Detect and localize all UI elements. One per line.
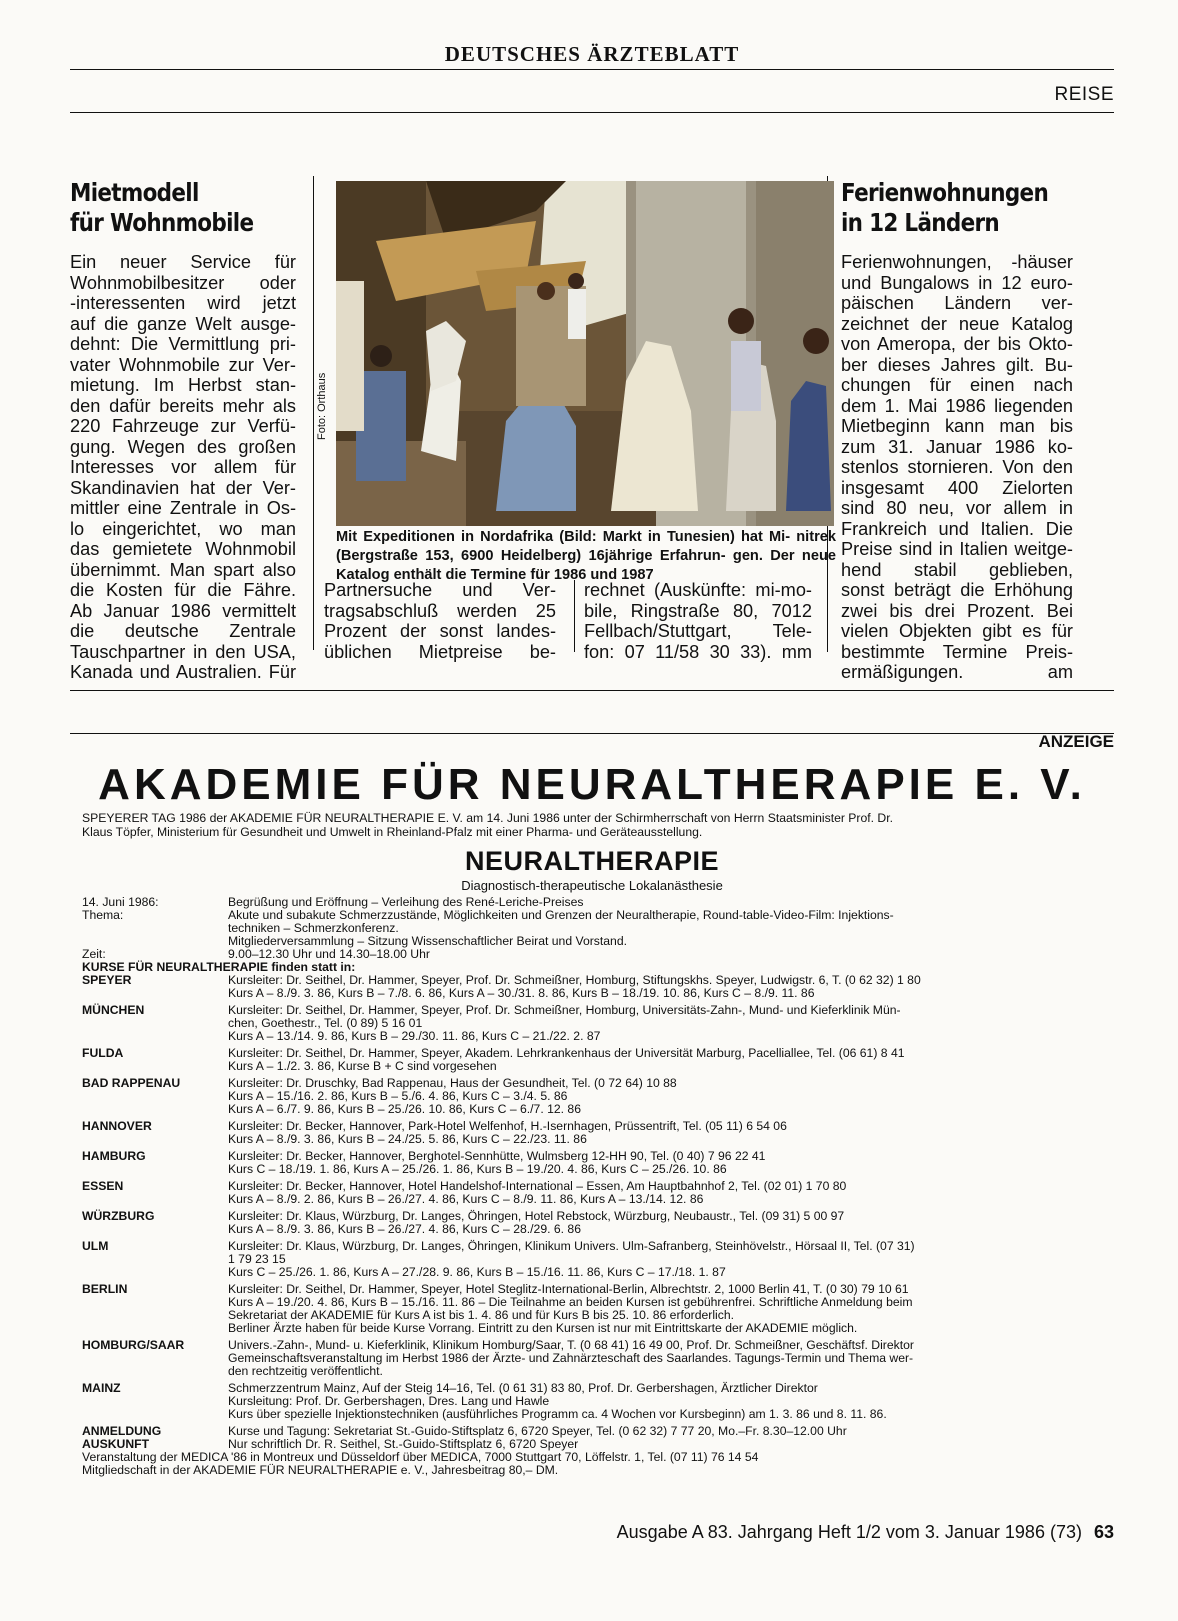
text-line: Kursleiter: Dr. Seithel, Dr. Hammer, Speyer, Akadem. Lehrkrankenhaus der Universität Marburg, Pacelliallee, Tel. (06 61) 8 41 <box>228 1046 905 1060</box>
photo-credit: Foto: Orthaus <box>316 372 328 440</box>
right-article-headline: Ferienwohnungen in 12 Ländern <box>841 178 1049 237</box>
text-line: dem 1. Mai 1986 liegenden <box>841 395 1073 416</box>
text-line: Kurs C – 18./19. 1. 86, Kurs A – 25./26. 1. 86, Kurs B – 19./20. 4. 86, Kurs C – 25./26. 10. 86 <box>228 1162 727 1176</box>
course-city: SPEYER <box>82 973 132 987</box>
course-row <box>82 1210 1112 1236</box>
text-line: Mitgliederversammlung – Sitzung Wissenschaftlicher Beirat und Vorstand. <box>228 934 627 948</box>
course-details <box>228 1150 1112 1176</box>
text-line: Skandinavien hat der Ver- <box>70 477 296 498</box>
text-line: insgesamt 400 Zielorten <box>841 477 1073 498</box>
course-city: FULDA <box>82 1046 124 1060</box>
text-line: Fellbach/Stuttgart, Tele- <box>584 621 812 641</box>
course-details <box>228 1180 1112 1206</box>
photo-caption: Mit Expeditionen in Nordafrika (Bild: Markt in Tunesien) hat Mi- nitrek (Bergstraße 153, 6900 Heidelberg) 16jährige Erfahrun- gen. Der neue Katalog enthält die Termine für 1986 und 1987 <box>336 529 836 583</box>
program-label: Zeit: <box>82 947 106 961</box>
text-line: techniken – Schmerzkonferenz. <box>228 921 399 935</box>
text-line: vater Wohnmobile zur Ver- <box>70 354 296 375</box>
course-city: BAD RAPPENAU <box>82 1076 181 1090</box>
text-line: Kursleiter: Dr. Seithel, Dr. Hammer, Speyer, Prof. Dr. Schmeißner, Homburg, Universitäts-Zahn-, Mund- und Kieferklinik Mün- <box>228 1003 901 1017</box>
text-line: Kurs A – 8./9. 2. 86, Kurs B – 26./27. 4. 86, Kurs C – 8./9. 11. 86, Kurs A – 13./14. 12. 86 <box>228 1192 704 1206</box>
course-row <box>82 1077 1112 1116</box>
column-divider <box>313 176 314 650</box>
program-label: 14. Juni 1986: <box>82 895 159 909</box>
course-city: ULM <box>82 1239 109 1253</box>
course-row <box>82 1120 1112 1146</box>
text-line: Mietbeginn kann man bis <box>841 416 1073 436</box>
ad-subsubtitle: Diagnostisch-therapeutische Lokalanästhesie <box>461 878 723 893</box>
text-line: Akute und subakute Schmerzzustände, Möglichkeiten und Grenzen der Neuraltherapie, Round-table-Video-Film: Injektions- <box>228 908 894 922</box>
course-row <box>82 1180 1112 1206</box>
text-line: zeichnet der neue Katalog <box>841 313 1073 334</box>
text-line: die deutsche Zentrale <box>70 621 296 641</box>
text-line: ber dieses Jahres gilt. Bu- <box>841 354 1073 375</box>
course-details <box>228 1210 1112 1236</box>
course-details <box>228 1004 1112 1043</box>
text-line: 220 Fahrzeuge zur Verfü- <box>70 416 296 436</box>
text-line: Kurse und Tagung: Sekretariat St.-Guido-Stiftsplatz 6, 6720 Speyer, Tel. (0 62 32) 7 77 20, Mo.–Fr. 8.30–12.00 Uhr <box>228 1424 847 1438</box>
course-row <box>82 1382 1112 1421</box>
text-line: Kursleiter: Dr. Seithel, Dr. Hammer, Speyer, Hotel Steglitz-International-Berlin, Albrechtstr. 2, 1000 Berlin 41, T. (0 30) 79 10 61 <box>228 1282 909 1296</box>
text-line: Kurs A – 15./16. 2. 86, Kurs B – 5./6. 4. 86, Kurs C – 3./4. 5. 86 <box>228 1089 568 1103</box>
section-label: REISE <box>1054 84 1114 105</box>
text-line: Preise sind in Italien weitge- <box>841 539 1073 559</box>
text-line: Kursleiter: Dr. Becker, Hannover, Hotel Handelshof-International – Essen, Am Hauptbahnhof 2, Tel. (02 01) 1 70 80 <box>228 1179 847 1193</box>
ad-schedule <box>82 896 1112 1477</box>
text-line: Kurs A – 13./14. 9. 86, Kurs B – 29./30. 11. 86, Kurs C – 21./22. 2. 87 <box>228 1029 601 1043</box>
text-line: stenlos stornieren. Von den <box>841 457 1073 477</box>
page-number: 63 <box>1093 1522 1114 1542</box>
text-line: Kursleiter: Dr. Becker, Hannover, Berghotel-Sennhütte, Wulmsberg 12-HH 90, Tel. (0 40) 7 96 22 41 <box>228 1149 766 1163</box>
program-row <box>82 909 1112 948</box>
text-line: päischen Ländern ver- <box>841 293 1073 313</box>
course-row <box>82 1004 1112 1043</box>
text-line: die Kosten für die Fähre. <box>70 580 296 600</box>
text-line: Kurs A – 6./7. 9. 86, Kurs B – 25./26. 10. 86, Kurs C – 6./7. 12. 86 <box>228 1102 581 1116</box>
text-line: Schmerzzentrum Mainz, Auf der Steig 14–16, Tel. (0 61 31) 83 80, Prof. Dr. Gerbershagen, Ärztlicher Direktor <box>228 1381 818 1395</box>
issue-info: Ausgabe A 83. Jahrgang Heft 1/2 vom 3. Januar 1986 (73) <box>616 1522 1082 1542</box>
text-line: ermäßigungen. am <box>841 662 1073 682</box>
course-city: ANMELDUNG <box>82 1424 162 1438</box>
text-line: Begrüßung und Eröffnung – Verleihung des René-Leriche-Preises <box>228 895 584 909</box>
text-line: Kurs A – 8./9. 3. 86, Kurs B – 24./25. 5. 86, Kurs C – 22./23. 11. 86 <box>228 1132 587 1146</box>
text-line: -interessenten wird jetzt <box>70 293 296 313</box>
column-divider <box>574 580 575 652</box>
ad-rule <box>70 733 1114 734</box>
right-article-body <box>841 252 1073 683</box>
ad-footer-line: Veranstaltung der MEDICA '86 in Montreux und Düsseldorf über MEDICA, 7000 Stuttgart 70, Löffelstr. 1, Tel. (07 11) 76 14 54 <box>82 1450 759 1464</box>
course-row <box>82 1150 1112 1176</box>
section-rule <box>70 112 1114 113</box>
masthead: DEUTSCHES ÄRZTEBLATT <box>444 42 740 66</box>
course-row <box>82 974 1112 1000</box>
market-photo <box>336 181 834 526</box>
course-details <box>228 1283 1112 1335</box>
text-line: Ferienwohnungen, -häuser <box>841 252 1073 272</box>
text-line: chungen für einen nach <box>841 375 1073 395</box>
ad-label: ANZEIGE <box>1038 732 1114 751</box>
course-row <box>82 1339 1112 1378</box>
text-line: Kursleiter: Dr. Seithel, Dr. Hammer, Speyer, Prof. Dr. Schmeißner, Homburg, Stiftungskhs. Speyer, Ludwigstr. 6, T. (0 62 32) 1 80 <box>228 973 921 987</box>
course-details <box>228 1077 1112 1116</box>
text-line: den dafür bereits mehr als <box>70 395 296 416</box>
text-line: Kanada und Australien. Für <box>70 662 296 682</box>
left-article-headline: Mietmodell für Wohnmobile <box>70 178 254 237</box>
text-line: Kursleiter: Dr. Becker, Hannover, Park-Hotel Welfenhof, H.-Isernhagen, Prüssentrift, Tel. (05 11) 6 54 06 <box>228 1119 787 1133</box>
course-city: MAINZ <box>82 1381 121 1395</box>
text-line: Kurs über spezielle Injektionstechniken (ausführliches Programm ca. 4 Wochen vor Kursbeginn) am 1. 3. 86 und 8. 11. 86. <box>228 1407 887 1421</box>
text-line: Kursleiter: Dr. Klaus, Würzburg, Dr. Langes, Öhringen, Klinikum Univers. Ulm-Safranberg, Steinhövelstr., Hörsaal II, Tel. (07 31) <box>228 1239 915 1253</box>
right-article <box>841 178 1073 683</box>
text-line: zwei bis drei Prozent. Bei <box>841 600 1073 621</box>
text-line: Prozent der sonst landes- <box>324 621 556 641</box>
text-line: chen, Goethestr., Tel. (0 89) 5 16 01 <box>228 1016 423 1030</box>
ad-separator-rule <box>70 690 1114 691</box>
text-line: Ein neuer Service für <box>70 252 296 272</box>
left-article-body <box>70 252 296 683</box>
text-line: Gemeinschaftsveranstaltung im Herbst 1986 der Ärzte- und Zahnärzteschaft des Saarlandes. Tagungs-Termin und Thema wer- <box>228 1351 914 1365</box>
course-details <box>228 1382 1112 1421</box>
text-line: Sekretariat der AKADEMIE für Kurs A ist bis 1. 4. 86 und für Kurs B bis 25. 10. 86 erforderlich. <box>228 1308 735 1322</box>
course-details <box>228 1120 1112 1146</box>
text-line: Berliner Ärzte haben für beide Kurse Vorrang. Eintritt zu den Kursen ist nur mit Eintrittskarte der AKADEMIE möglich. <box>228 1321 858 1335</box>
program-text <box>228 948 1112 961</box>
text-line: Kursleiter: Dr. Druschky, Bad Rappenau, Haus der Gesundheit, Tel. (0 72 64) 10 88 <box>228 1076 677 1090</box>
course-details <box>228 1339 1112 1378</box>
text-line: Kurs A – 8./9. 3. 86, Kurs B – 26./27. 4. 86, Kurs C – 28./29. 6. 86 <box>228 1222 581 1236</box>
text-line: übernimmt. Man spart also <box>70 559 296 580</box>
course-city: HAMBURG <box>82 1149 146 1163</box>
text-line: Kurs C – 25./26. 1. 86, Kurs A – 27./28. 9. 86, Kurs B – 15./16. 11. 86, Kurs C – 17./18. 1. 87 <box>228 1265 726 1279</box>
text-line: 9.00–12.30 Uhr und 14.30–18.00 Uhr <box>228 947 430 961</box>
text-line: Frankreich und Italien. Die <box>841 518 1073 539</box>
text-line: sind 80 neu, vor allem in <box>841 498 1073 518</box>
text-line: mietung. Im Herbst stan- <box>70 375 296 395</box>
course-city: HANNOVER <box>82 1119 152 1133</box>
text-line: fon: 07 11/58 30 33). mm <box>584 641 812 662</box>
text-line: Kurs A – 8./9. 3. 86, Kurs B – 7./8. 6. 86, Kurs A – 30./31. 8. 86, Kurs B – 18./19. 10. 86, Kurs C – 8./9. 11. 86 <box>228 986 815 1000</box>
text-line: lo eingerichtet, wo man <box>70 518 296 539</box>
text-line: Kurs A – 19./20. 4. 86, Kurs B – 15./16. 11. 86 – Die Teilnahme an beiden Kursen ist gebührenfrei. Schriftliche Anmeldung beim <box>228 1295 913 1309</box>
course-city: WÜRZBURG <box>82 1209 155 1223</box>
text-line: Kurs A – 1./2. 3. 86, Kurse B + C sind vorgesehen <box>228 1059 497 1073</box>
text-line: von Ameropa, der bis Okto- <box>841 334 1073 354</box>
text-line: tragsabschluß werden 25 <box>324 600 556 621</box>
text-line: dehnt: Die Vermittlung pri- <box>70 334 296 354</box>
text-line: auf die ganze Welt ausge- <box>70 313 296 334</box>
text-line: Nur schriftlich Dr. R. Seithel, St.-Guido-Stiftsplatz 6, 6720 Speyer <box>228 1437 579 1451</box>
text-line: Kursleiter: Dr. Klaus, Würzburg, Dr. Langes, Öhringen, Hotel Rebstock, Würzburg, Neubaustr., Tel. (09 31) 5 00 97 <box>228 1209 845 1223</box>
text-line: mittler eine Zentrale in Os- <box>70 498 296 518</box>
text-line: Wohnmobilbesitzer oder <box>70 272 296 293</box>
ad-intro: SPEYERER TAG 1986 der AKADEMIE FÜR NEURALTHERAPIE E. V. am 14. Juni 1986 unter der Schirmherrschaft von Herrn Staatsminister Prof. Dr. Klaus Töpfer, Ministerium für Gesundheit und Umwelt in Rheinland-Pfalz mit einer Pharma- und Geräteausstellung. <box>82 811 893 839</box>
course-city: MÜNCHEN <box>82 1003 145 1017</box>
course-city: AUSKUNFT <box>82 1437 150 1451</box>
course-details <box>228 1240 1112 1279</box>
text-line: und Bungalows in 12 euro- <box>841 272 1073 293</box>
masthead-rule <box>70 69 1114 70</box>
text-line: Interesses vor allem für <box>70 457 296 477</box>
text-line: hend stabil geblieben, <box>841 559 1073 580</box>
text-line: vielen Objekten gibt es für <box>841 621 1073 641</box>
page-footer <box>617 1522 1114 1543</box>
course-details <box>228 974 1112 1000</box>
mid-article-col2 <box>584 580 812 662</box>
text-line: gung. Wegen des großen <box>70 436 296 457</box>
text-line: üblichen Mietpreise be- <box>324 641 556 662</box>
text-line: Partnersuche und Ver- <box>324 580 556 600</box>
text-line: Kursleitung: Prof. Dr. Gerbershagen, Dres. Lang und Hawle <box>228 1394 550 1408</box>
courses-heading: KURSE FÜR NEURALTHERAPIE finden statt in: <box>82 960 356 974</box>
text-line: Univers.-Zahn-, Mund- u. Kieferklinik, Klinikum Homburg/Saar, T. (0 68 41) 16 49 00, Prof. Dr. Schmeißner, Geschäftsf. Direktor <box>228 1338 914 1352</box>
text-line: 1 79 23 15 <box>228 1252 286 1266</box>
course-city: BERLIN <box>82 1282 128 1296</box>
course-row <box>82 1283 1112 1335</box>
text-line: Tauschpartner in den USA, <box>70 641 296 662</box>
course-city: ESSEN <box>82 1179 124 1193</box>
text-line: den rechtzeitig veröffentlicht. <box>228 1364 383 1378</box>
text-line: bile, Ringstraße 80, 7012 <box>584 600 812 621</box>
left-article <box>70 178 296 683</box>
text-line: Ab Januar 1986 vermittelt <box>70 600 296 621</box>
ad-footer-line: Mitgliedschaft in der AKADEMIE FÜR NEURALTHERAPIE e. V., Jahresbeitrag 80,– DM. <box>82 1463 559 1477</box>
text-line: zum 31. Januar 1986 ko- <box>841 436 1073 457</box>
program-text <box>228 909 1112 948</box>
course-city: HOMBURG/SAAR <box>82 1338 185 1352</box>
text-line: rechnet (Auskünfte: mi-mo- <box>584 580 812 600</box>
ad-subtitle: NEURALTHERAPIE <box>464 846 719 876</box>
course-row <box>82 1047 1112 1073</box>
ad-title: AKADEMIE FÜR NEURALTHERAPIE E. V. <box>98 760 1086 809</box>
text-line: sonst beträgt die Erhöhung <box>841 580 1073 600</box>
text-line: das gemietete Wohnmobil <box>70 539 296 559</box>
text-line: bestimmte Termine Preis- <box>841 641 1073 662</box>
course-row <box>82 1240 1112 1279</box>
mid-article-col1 <box>324 580 556 662</box>
course-details <box>228 1047 1112 1073</box>
program-label: Thema: <box>82 908 124 922</box>
